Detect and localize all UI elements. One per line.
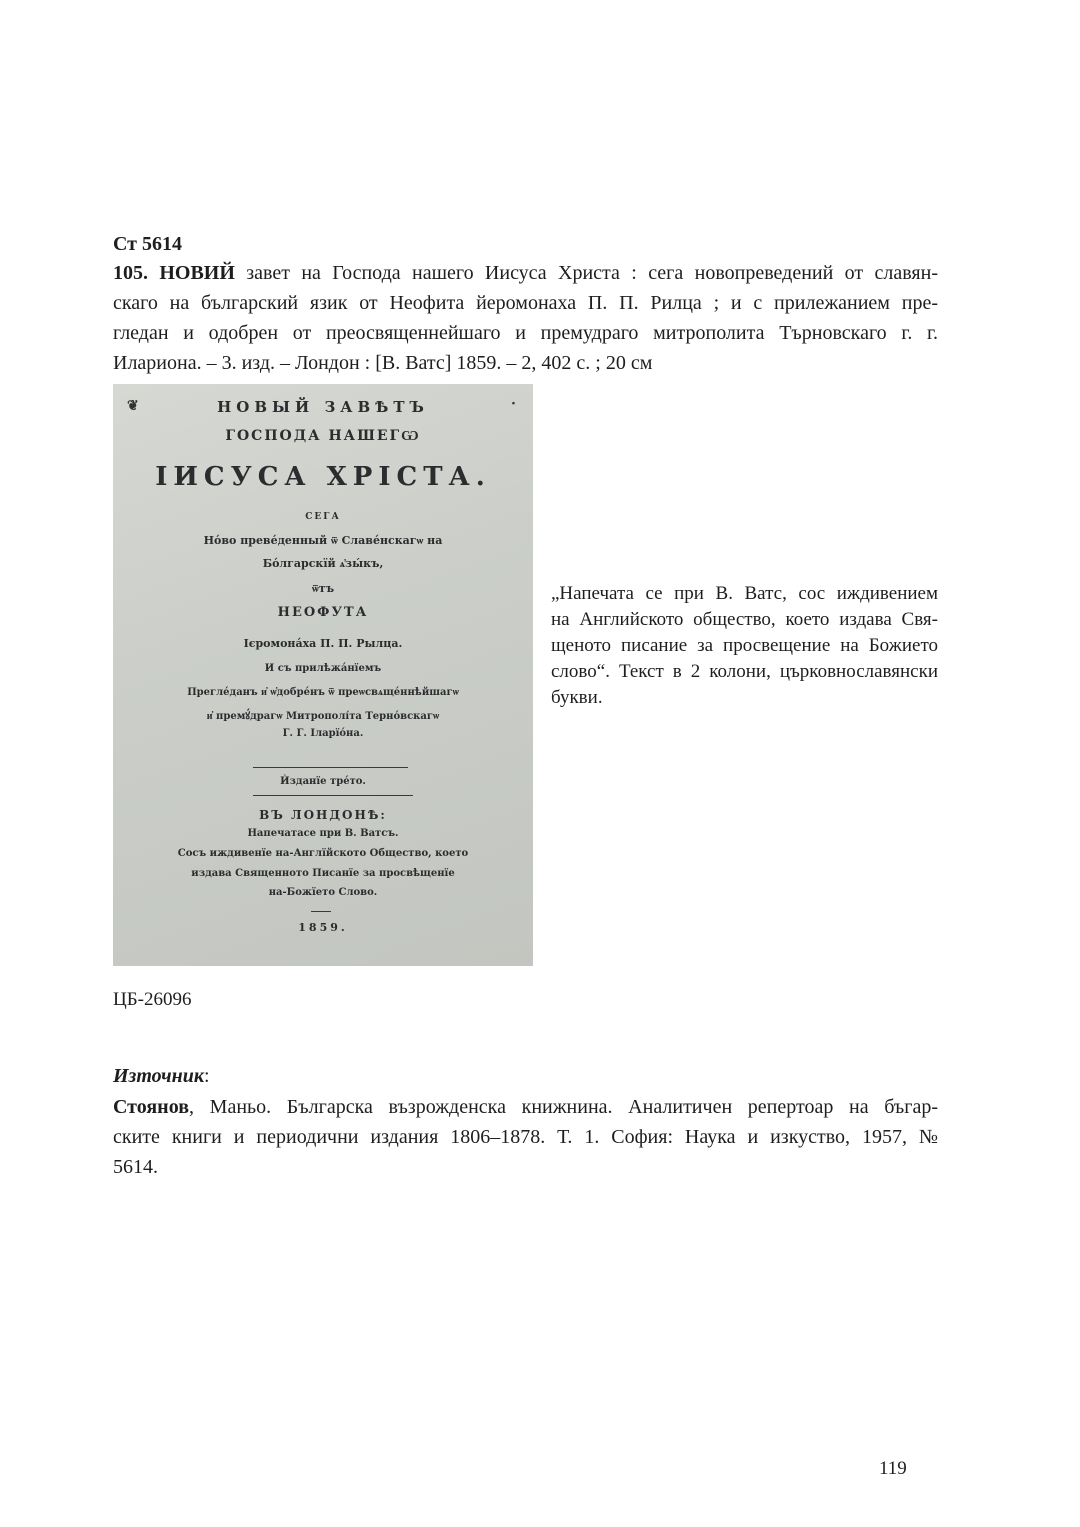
tp-line-3: ІИСУСА ХРІСТА. — [155, 462, 491, 492]
ornament-mark: ❦ — [127, 398, 139, 414]
tp-line-11: Преглéданъ и҆ ѡ҆добрéнъ ѿ преѡсвѧщéннѣйшагѡ — [187, 687, 459, 698]
tp-rule-bottom — [253, 795, 413, 796]
tp-line-2: ГОСПОДА НАШЕГѠ — [225, 428, 421, 444]
tp-line-7: ѿтъ — [311, 582, 335, 595]
description-note — [551, 581, 938, 711]
tp-line-5: Нόво превéденный ѿ Славéнскагѡ на — [203, 534, 443, 547]
note-line-5: букви. — [551, 687, 603, 708]
source-citation — [113, 1092, 938, 1182]
source-line-1 — [113, 1092, 938, 1122]
shelf-mark: ЦБ-26096 — [113, 989, 192, 1010]
source-author: Стоянов — [113, 1096, 190, 1118]
source-line-3: 5614. — [113, 1156, 158, 1178]
entry-number-title: 105. НОВИЙ — [113, 262, 235, 284]
tp-line-9: Ієромонáха П. П. Рылца. — [243, 637, 403, 650]
tp-line-20: 1859. — [298, 921, 348, 934]
tp-rule-short — [311, 911, 331, 912]
entry-line-4: Илариона. – 3. изд. – Лондон : [В. Ватс] 1859. – 2, 402 с. ; 20 см — [113, 352, 653, 374]
tp-line-14: Ѝзданїе трéто. — [280, 776, 366, 787]
tp-line-15: ВЪ ЛОНДОНѢ: — [259, 808, 387, 822]
source-line-2: ските книги и периодични издания 1806–1878. Т. 1. София: Наука и изкуство, 1957, № — [113, 1126, 938, 1148]
tp-line-8: НЕОФУТА — [277, 605, 369, 620]
note-line-4: слово“. Текст в 2 колони, църковнославянски — [551, 661, 938, 682]
note-line-1: „Напечата се при В. Ватс, сос иждивением — [551, 583, 938, 604]
tp-line-10: И съ прилѣжáнїемъ — [264, 663, 382, 674]
entry-line-3: гледан и одобрен от преосвященнейшаго и премудраго митрополита Търновскаго г. г. — [113, 322, 938, 344]
bibliographic-entry — [113, 258, 938, 378]
page-number: 119 — [879, 1458, 907, 1479]
entry-line-2: скаго на българский язик от Неофита йеромонаха П. П. Рилца ; и с прилежанием пре- — [113, 292, 938, 314]
tp-line-4: СЕГА — [305, 512, 341, 522]
title-page-photo — [113, 384, 533, 966]
tp-line-19: на-Божїето Слово. — [268, 887, 378, 898]
catalog-id: Ст 5614 — [113, 233, 183, 255]
source-heading — [113, 1065, 210, 1088]
tp-line-13: Г. Г. Іларїóна. — [282, 728, 364, 739]
source-heading-colon: : — [204, 1065, 210, 1087]
tp-line-16: Напечатасе при В. Ватсъ. — [247, 828, 399, 839]
source-line-1-text: , Маньо. Българска възрожденска книжнина. Аналитичен репертоар на бъгар- — [189, 1096, 938, 1118]
corner-mark: · — [511, 396, 516, 412]
tp-line-1: НОВЫЙ ЗАВѢТЪ — [217, 398, 429, 416]
source-heading-label: Източник — [113, 1065, 204, 1087]
entry-line-1 — [113, 258, 938, 288]
note-line-3: щеното писание за просвещение на Божието — [551, 635, 938, 656]
tp-rule-top — [253, 767, 408, 768]
note-line-2: на Английското общество, което издава Свя- — [551, 609, 938, 630]
tp-line-18: издава Священното Писанїе за просвѣщенїе — [191, 868, 455, 879]
tp-line-6: Бόлгарскїй ѧ҆зы́къ, — [262, 557, 384, 570]
tp-line-12: и҆ премꙋ́драгѡ Митрополíта Тернόвскагѡ — [206, 711, 440, 722]
entry-line-1-text: завет на Господа нашего Иисуса Христа : сега новопреведений от славян- — [234, 262, 938, 284]
tp-line-17: Сосъ иждивенїе на-Англїйското Общество, което — [177, 848, 469, 859]
